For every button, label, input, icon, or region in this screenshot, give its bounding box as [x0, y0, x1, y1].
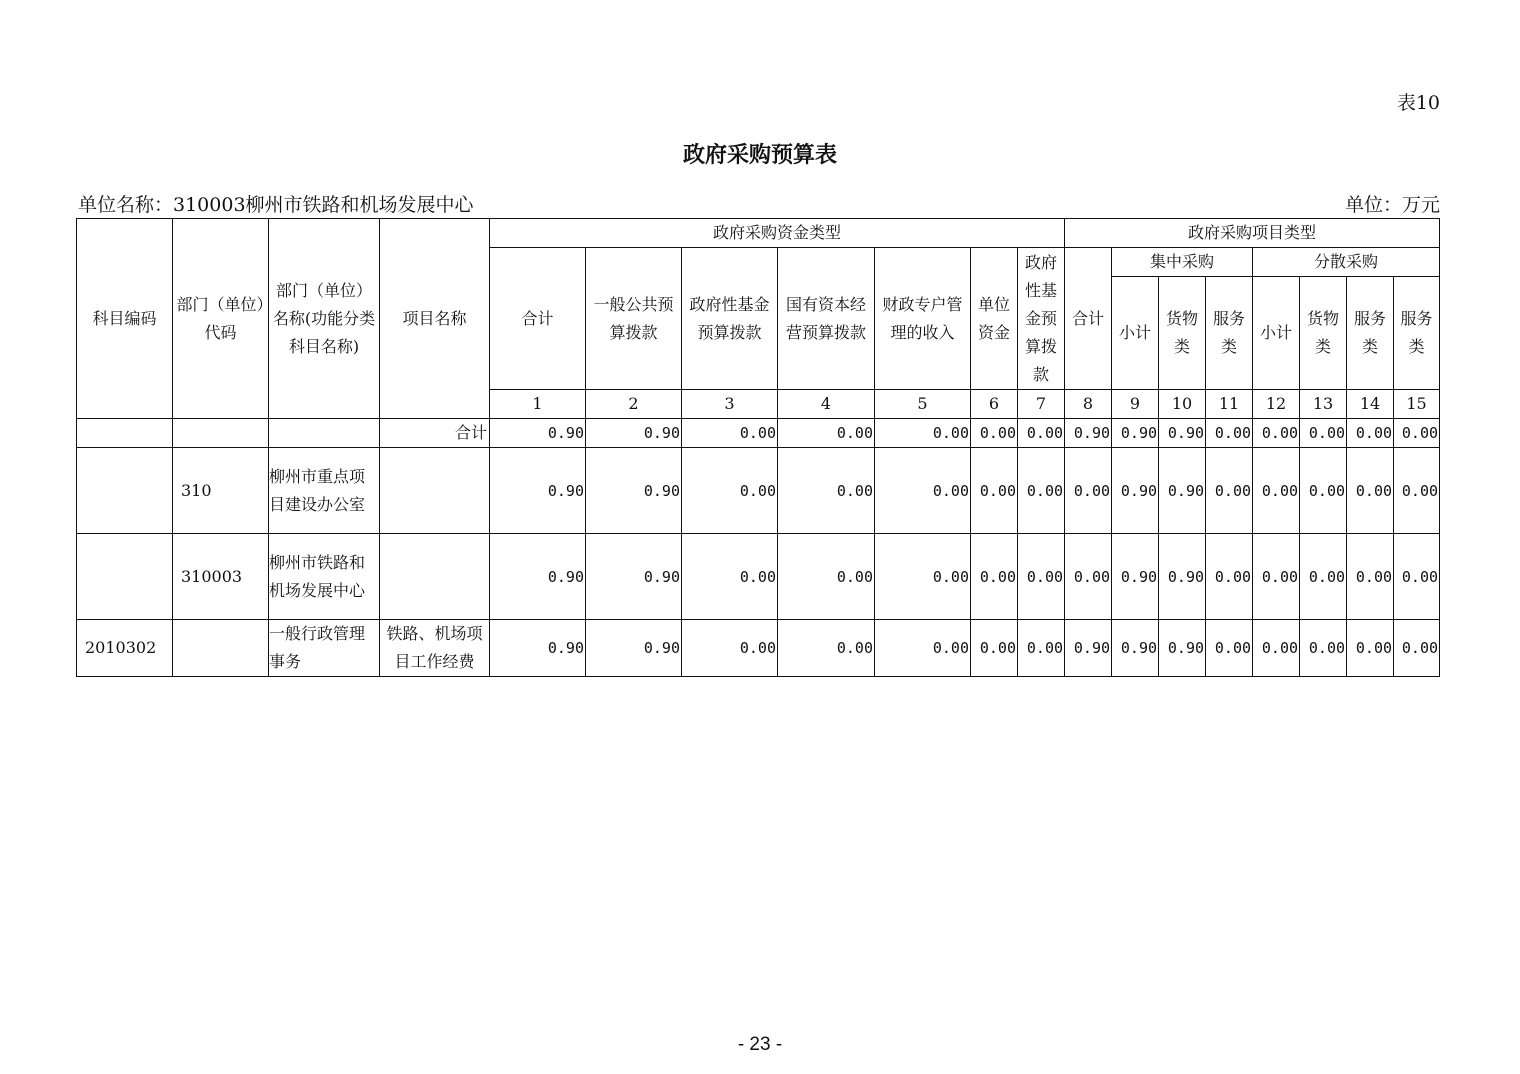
value-cell: 0.00: [682, 534, 778, 620]
col-number: 1: [490, 390, 586, 419]
header-subtotal-centralized: 小计: [1112, 277, 1159, 390]
value-cell: 0.00: [1300, 419, 1347, 448]
dept-code: [173, 620, 269, 677]
value-cell: 0.90: [586, 448, 682, 534]
header-centralized: 集中采购: [1112, 248, 1253, 277]
table-row: [77, 620, 1440, 677]
subject-code: 2010302: [77, 620, 173, 677]
project-name: [380, 534, 490, 620]
value-cell: 0.90: [1112, 534, 1159, 620]
value-cell: 0.00: [1065, 448, 1112, 534]
header-project-type-group: 政府采购项目类型: [1065, 219, 1440, 248]
page-number: - 23 -: [737, 1034, 783, 1055]
value-cell: 0.00: [1018, 419, 1065, 448]
table-row: [77, 534, 1440, 620]
currency-unit: 单位：万元: [1344, 194, 1440, 216]
procurement-budget-table: [76, 218, 1440, 677]
header-subtotal-decentralized: 小计: [1253, 277, 1300, 390]
table-row: [77, 448, 1440, 534]
dept-name: 柳州市重点项目建设办公室: [269, 448, 380, 534]
header-state-capital: 国有资本经营预算拨款: [778, 248, 875, 390]
value-cell: 0.90: [586, 620, 682, 677]
value-cell: 0.00: [1300, 534, 1347, 620]
col-number: 9: [1112, 390, 1159, 419]
value-cell: 0.00: [682, 620, 778, 677]
value-cell: 0.90: [1065, 419, 1112, 448]
value-cell: 0.90: [490, 620, 586, 677]
table-row-total: [77, 419, 1440, 448]
subject-code: [77, 448, 173, 534]
value-cell: 0.00: [1347, 419, 1394, 448]
dept-name: [269, 419, 380, 448]
header-decentralized: 分散采购: [1253, 248, 1440, 277]
value-cell: 0.00: [1394, 419, 1440, 448]
unit-name: 单位名称：310003柳州市铁路和机场发展中心: [78, 194, 474, 216]
dept-code: 310: [173, 448, 269, 534]
value-cell: 0.90: [1112, 419, 1159, 448]
value-cell: 0.00: [1206, 419, 1253, 448]
value-cell: 0.00: [1018, 620, 1065, 677]
value-cell: 0.00: [1253, 419, 1300, 448]
col-number: 11: [1206, 390, 1253, 419]
header-gov-fund-budget: 政府性基金预算拨款: [1018, 248, 1065, 390]
header-goods-decentralized: 货物类: [1300, 277, 1347, 390]
value-cell: 0.00: [1018, 448, 1065, 534]
value-cell: 0.90: [1112, 620, 1159, 677]
header-service-decentralized-1: 服务类: [1347, 277, 1394, 390]
value-cell: 0.00: [1206, 448, 1253, 534]
value-cell: 0.00: [682, 448, 778, 534]
header-goods-centralized: 货物类: [1159, 277, 1206, 390]
col-number: 2: [586, 390, 682, 419]
value-cell: 0.00: [1065, 534, 1112, 620]
header-project-name: 项目名称: [380, 219, 490, 419]
value-cell: 0.00: [1018, 534, 1065, 620]
value-cell: 0.00: [1394, 620, 1440, 677]
value-cell: 0.00: [1347, 448, 1394, 534]
value-cell: 0.00: [875, 534, 971, 620]
header-service-decentralized-2: 服务类: [1394, 277, 1440, 390]
value-cell: 0.00: [1347, 534, 1394, 620]
value-cell: 0.90: [586, 419, 682, 448]
value-cell: 0.00: [778, 620, 875, 677]
col-number: 6: [971, 390, 1018, 419]
col-number: 14: [1347, 390, 1394, 419]
value-cell: 0.90: [1159, 448, 1206, 534]
col-number: 12: [1253, 390, 1300, 419]
header-gov-fund: 政府性基金预算拨款: [682, 248, 778, 390]
col-number: 10: [1159, 390, 1206, 419]
dept-name: 柳州市铁路和机场发展中心: [269, 534, 380, 620]
value-cell: 0.90: [490, 448, 586, 534]
subject-code: [77, 419, 173, 448]
value-cell: 0.90: [586, 534, 682, 620]
header-project-total: 合计: [1065, 248, 1112, 390]
value-cell: 0.00: [1300, 620, 1347, 677]
value-cell: 0.00: [1253, 448, 1300, 534]
value-cell: 0.00: [1347, 620, 1394, 677]
value-cell: 0.00: [971, 448, 1018, 534]
value-cell: 0.00: [875, 419, 971, 448]
header-fund-total: 合计: [490, 248, 586, 390]
value-cell: 0.00: [778, 534, 875, 620]
header-service-centralized: 服务类: [1206, 277, 1253, 390]
value-cell: 0.00: [875, 448, 971, 534]
page-title: 政府采购预算表: [682, 143, 837, 168]
header-fund-type-group: 政府采购资金类型: [490, 219, 1065, 248]
value-cell: 0.00: [971, 419, 1018, 448]
header-unit-fund: 单位资金: [971, 248, 1018, 390]
col-number: 3: [682, 390, 778, 419]
dept-name: 一般行政管理事务: [269, 620, 380, 677]
dept-code: [173, 419, 269, 448]
col-number: 4: [778, 390, 875, 419]
header-dept-code: 部门（单位）代码: [173, 219, 269, 419]
col-number: 15: [1394, 390, 1440, 419]
value-cell: 0.90: [1112, 448, 1159, 534]
value-cell: 0.00: [971, 534, 1018, 620]
value-cell: 0.00: [1253, 620, 1300, 677]
value-cell: 0.00: [1206, 620, 1253, 677]
value-cell: 0.00: [1394, 534, 1440, 620]
value-cell: 0.90: [490, 534, 586, 620]
col-number: 7: [1018, 390, 1065, 419]
value-cell: 0.00: [778, 448, 875, 534]
value-cell: 0.00: [971, 620, 1018, 677]
project-name: 铁路、机场项目工作经费: [380, 620, 490, 677]
value-cell: 0.90: [1159, 620, 1206, 677]
value-cell: 0.90: [1065, 620, 1112, 677]
value-cell: 0.90: [1159, 419, 1206, 448]
header-dept-name: 部门（单位）名称(功能分类科目名称): [269, 219, 380, 419]
project-name: 合计: [380, 419, 490, 448]
value-cell: 0.00: [1300, 448, 1347, 534]
value-cell: 0.00: [1206, 534, 1253, 620]
col-number: 13: [1300, 390, 1347, 419]
value-cell: 0.90: [490, 419, 586, 448]
header-subject-code: 科目编码: [77, 219, 173, 419]
project-name: [380, 448, 490, 534]
table-number: 表10: [1396, 92, 1440, 114]
col-number: 8: [1065, 390, 1112, 419]
header-general-budget: 一般公共预算拨款: [586, 248, 682, 390]
value-cell: 0.00: [1394, 448, 1440, 534]
value-cell: 0.90: [1159, 534, 1206, 620]
value-cell: 0.00: [875, 620, 971, 677]
subject-code: [77, 534, 173, 620]
value-cell: 0.00: [682, 419, 778, 448]
dept-code: 310003: [173, 534, 269, 620]
col-number: 5: [875, 390, 971, 419]
value-cell: 0.00: [778, 419, 875, 448]
header-special-account: 财政专户管理的收入: [875, 248, 971, 390]
value-cell: 0.00: [1253, 534, 1300, 620]
